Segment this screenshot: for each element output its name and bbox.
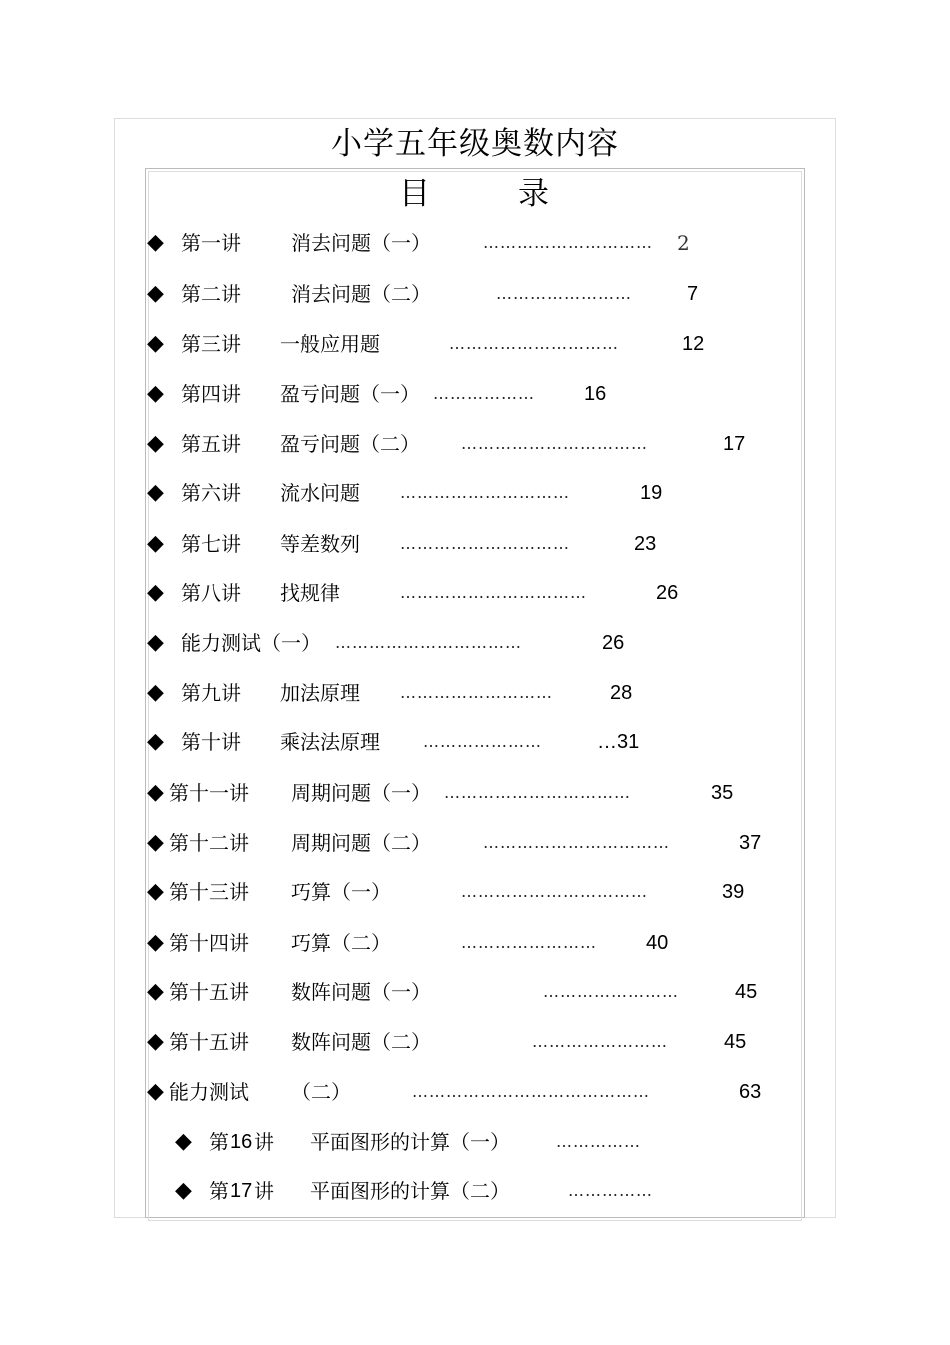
lecture-label-prefix: 第 <box>209 1179 229 1203</box>
page-number: 40 <box>646 932 669 954</box>
diamond-bullet-icon: ◆ <box>147 580 164 605</box>
dot-leader: ………………………… <box>400 483 570 502</box>
topic-label: 平面图形的计算（一） <box>310 1130 510 1154</box>
page-number: 37 <box>739 832 762 854</box>
page-number: 23 <box>634 533 657 555</box>
page-number: 2 <box>677 231 690 255</box>
lecture-number: 17 <box>230 1180 253 1202</box>
lecture-label: 第十五讲 <box>169 1030 249 1054</box>
lecture-label: 第九讲 <box>181 681 241 705</box>
page-number: 26 <box>656 582 679 604</box>
dot-leader: …………………… <box>461 933 597 952</box>
lecture-label: 第十讲 <box>181 730 241 754</box>
lecture-label-suffix: 讲 <box>254 1130 274 1154</box>
diamond-bullet-icon: ◆ <box>147 531 164 556</box>
dot-leader: …………………………… <box>461 882 648 901</box>
dot-leader: …………………………… <box>483 833 670 852</box>
dot-leader: …………………… <box>543 982 679 1001</box>
toc-heading-mu: 目 <box>399 176 430 212</box>
lecture-label-prefix: 第 <box>209 1130 229 1154</box>
toc-heading-lu: 录 <box>518 176 549 212</box>
page-number: 7 <box>687 283 699 305</box>
dot-leader: ………………… <box>423 732 542 751</box>
topic-label: 消去问题（二） <box>291 282 431 306</box>
diamond-bullet-icon: ◆ <box>147 780 164 805</box>
diamond-bullet-icon: ◆ <box>147 930 164 955</box>
lecture-label: 第八讲 <box>181 581 241 605</box>
topic-label: 数阵问题（一） <box>291 980 431 1004</box>
diamond-bullet-icon: ◆ <box>147 630 164 655</box>
page-number: 63 <box>739 1081 762 1103</box>
diamond-bullet-icon: ◆ <box>147 381 164 406</box>
dot-leader: …………………………… <box>461 434 648 453</box>
dot-leader: ………………………… <box>400 534 570 553</box>
diamond-bullet-icon: ◆ <box>147 979 164 1004</box>
lecture-label: 第六讲 <box>181 481 241 505</box>
lecture-label: 第一讲 <box>181 231 241 255</box>
topic-label: 等差数列 <box>280 532 360 556</box>
diamond-bullet-icon: ◆ <box>147 1079 164 1104</box>
dot-leader: ……………… <box>433 384 535 403</box>
topic-label: 加法原理 <box>280 681 360 705</box>
lecture-label: 第七讲 <box>181 532 241 556</box>
lecture-label: 第十二讲 <box>169 831 249 855</box>
topic-label: 消去问题（一） <box>291 231 431 255</box>
diamond-bullet-icon: ◆ <box>147 680 164 705</box>
page-number: 39 <box>722 881 745 903</box>
lecture-number: 16 <box>230 1131 253 1153</box>
dot-leader: ………………………… <box>449 334 619 353</box>
page-number: 26 <box>602 632 625 654</box>
dot-leader: ………………………… <box>483 233 653 252</box>
page-number: 19 <box>640 482 663 504</box>
diamond-bullet-icon: ◆ <box>147 830 164 855</box>
page-number: …31 <box>597 731 640 753</box>
topic-label: （二） <box>291 1080 351 1104</box>
topic-label: 找规律 <box>280 581 340 605</box>
lecture-label: 第十一讲 <box>169 781 249 805</box>
lecture-label: 能力测试 <box>169 1080 249 1104</box>
topic-label: 巧算（二） <box>291 931 391 955</box>
lecture-label: 第十五讲 <box>169 980 249 1004</box>
topic-label: 巧算（一） <box>291 880 391 904</box>
topic-label: 流水问题 <box>280 481 360 505</box>
diamond-bullet-icon: ◆ <box>175 1129 192 1154</box>
dot-leader: …………… <box>556 1132 641 1151</box>
topic-label: 周期问题（二） <box>291 831 431 855</box>
dot-leader: …………………… <box>532 1032 668 1051</box>
page-number: 35 <box>711 782 734 804</box>
lecture-label-suffix: 讲 <box>254 1179 274 1203</box>
diamond-bullet-icon: ◆ <box>147 230 164 255</box>
page-number: 45 <box>735 981 758 1003</box>
dot-leader: ……………………… <box>400 683 553 702</box>
dot-leader: …………… <box>568 1181 653 1200</box>
diamond-bullet-icon: ◆ <box>147 879 164 904</box>
page-number: 12 <box>682 333 705 355</box>
topic-label: 乘法法原理 <box>280 730 380 754</box>
topic-label: 周期问题（一） <box>291 781 431 805</box>
dot-leader: …………………………… <box>444 783 631 802</box>
topic-label: 盈亏问题（一） <box>280 382 420 406</box>
diamond-bullet-icon: ◆ <box>147 729 164 754</box>
lecture-label: 第二讲 <box>181 282 241 306</box>
lecture-label: 能力测试（一） <box>181 631 321 655</box>
dot-leader: …………………… <box>496 284 632 303</box>
lecture-label: 第三讲 <box>181 332 241 356</box>
diamond-bullet-icon: ◆ <box>147 431 164 456</box>
diamond-bullet-icon: ◆ <box>147 480 164 505</box>
dot-leader: …………………………… <box>335 633 522 652</box>
page-number: 45 <box>724 1031 747 1053</box>
diamond-bullet-icon: ◆ <box>147 1029 164 1054</box>
diamond-bullet-icon: ◆ <box>147 281 164 306</box>
lecture-label: 第五讲 <box>181 432 241 456</box>
lecture-label: 第四讲 <box>181 382 241 406</box>
document-title: 小学五年级奥数内容 <box>331 126 619 162</box>
topic-label: 平面图形的计算（二） <box>310 1179 510 1203</box>
diamond-bullet-icon: ◆ <box>147 331 164 356</box>
page-number: 16 <box>584 383 607 405</box>
lecture-label: 第十三讲 <box>169 880 249 904</box>
dot-leader: …………………………………… <box>412 1082 650 1101</box>
topic-label: 盈亏问题（二） <box>280 432 420 456</box>
diamond-bullet-icon: ◆ <box>175 1178 192 1203</box>
topic-label: 一般应用题 <box>280 332 380 356</box>
page-number: 28 <box>610 682 633 704</box>
page-number: 17 <box>723 433 746 455</box>
dot-leader: …………………………… <box>400 583 587 602</box>
topic-label: 数阵问题（二） <box>291 1030 431 1054</box>
lecture-label: 第十四讲 <box>169 931 249 955</box>
